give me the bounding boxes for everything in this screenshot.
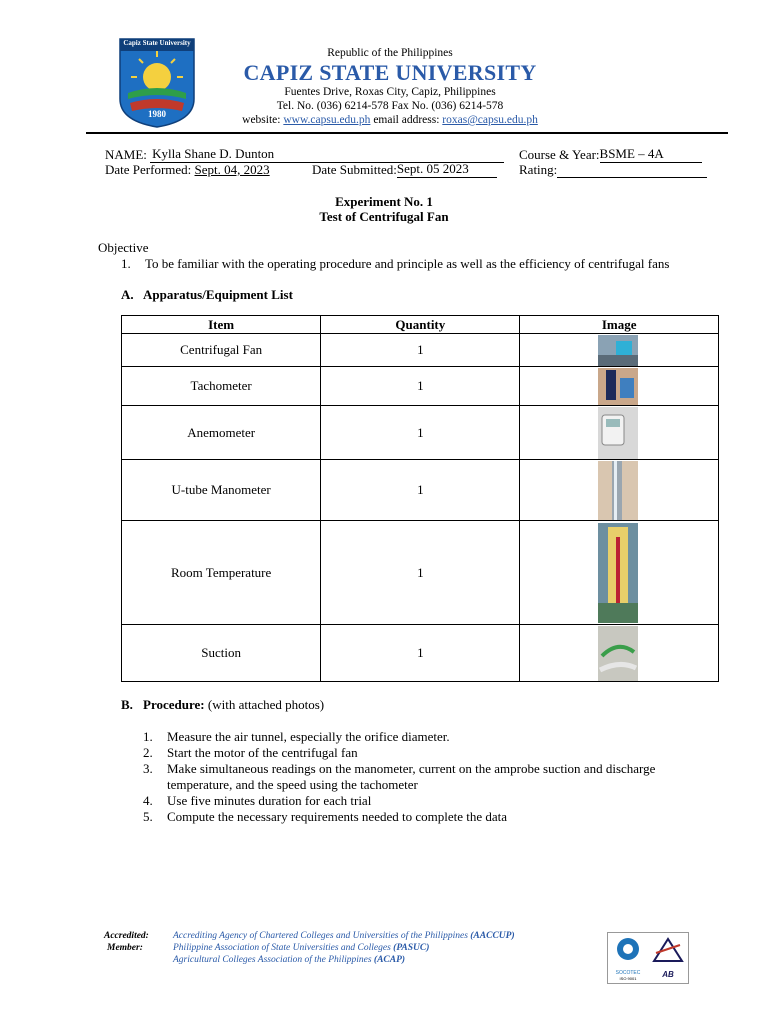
member-label: Member: xyxy=(107,943,143,953)
objective-number: 1. xyxy=(121,256,131,271)
table-row xyxy=(122,367,719,406)
website-label: website: xyxy=(242,114,281,126)
member-line-1 xyxy=(173,943,429,953)
suction-photo xyxy=(598,626,638,681)
socotec-label: SOCOTEC xyxy=(615,970,641,976)
logo-title: Capiz State University xyxy=(123,39,191,47)
list-item xyxy=(143,761,723,793)
image-cell xyxy=(520,521,719,625)
rating-label: Rating: xyxy=(519,162,558,177)
step-text: Use five minutes duration for each trial xyxy=(167,793,372,808)
table-row xyxy=(122,334,719,367)
rating-field xyxy=(519,162,707,178)
date-submitted-label: Date Submitted: xyxy=(312,162,397,177)
accredited-label: Accredited: xyxy=(104,931,149,941)
list-item xyxy=(143,745,723,761)
course-field xyxy=(519,147,702,163)
list-item xyxy=(143,729,723,745)
quantity-cell: 1 xyxy=(321,521,520,625)
course-label: Course & Year: xyxy=(519,147,600,162)
item-cell: U-tube Manometer xyxy=(122,460,321,521)
column-header-item: Item xyxy=(122,316,321,334)
procedure-note: (with attached photos) xyxy=(207,697,325,712)
item-cell: Suction xyxy=(122,625,321,682)
step-text: Compute the necessary requirements needed to complete the data xyxy=(167,809,508,824)
table-row xyxy=(122,521,719,625)
manometer-photo xyxy=(598,461,638,520)
image-cell xyxy=(520,625,719,682)
item-cell: Room Temperature xyxy=(122,521,321,625)
procedure-list xyxy=(143,729,723,825)
item-cell: Tachometer xyxy=(122,367,321,406)
apparatus-title: Apparatus/Equipment List xyxy=(143,287,293,302)
anemometer-photo xyxy=(598,407,638,459)
equipment-table xyxy=(121,315,719,682)
step-text: Measure the air tunnel, especially the orifice diameter. xyxy=(167,729,450,744)
date-performed-label: Date Performed: xyxy=(105,162,192,177)
list-item xyxy=(143,793,723,809)
image-cell xyxy=(520,367,719,406)
image-cell xyxy=(520,334,719,367)
address-line: Fuentes Drive, Roxas City, Capiz, Philippines xyxy=(284,86,496,98)
objective-text: To be familiar with the operating procedure and principle as well as the efficiency of centrifugal fans xyxy=(145,256,670,271)
ab-badge xyxy=(650,935,686,981)
republic-line: Republic of the Philippines xyxy=(327,47,453,59)
accreditor-name: Accrediting Agency of Chartered Colleges and Universities of the Philippines xyxy=(173,931,468,941)
apparatus-letter: A. xyxy=(121,287,134,302)
university-name: CAPIZ STATE UNIVERSITY xyxy=(243,60,537,85)
image-cell xyxy=(520,460,719,521)
member-name-1: Philippine Association of State Universities and Colleges xyxy=(173,943,391,953)
step-text: Start the motor of the centrifugal fan xyxy=(167,745,358,760)
member-name-2: Agricultural Colleges Association of the Philippines xyxy=(173,955,372,965)
step-number: 5. xyxy=(143,809,153,824)
member-line-2 xyxy=(173,955,405,965)
item-cell: Anemometer xyxy=(122,406,321,460)
objective-heading: Objective xyxy=(98,240,149,255)
quantity-cell: 1 xyxy=(321,406,520,460)
step-number: 4. xyxy=(143,793,153,808)
centrifugal-fan-photo xyxy=(598,335,638,366)
table-row xyxy=(122,406,719,460)
date-submitted-value: Sept. 05 2023 xyxy=(396,161,469,176)
member-abbr-2: (ACAP) xyxy=(373,955,406,965)
tachometer-photo xyxy=(598,368,638,405)
quantity-cell: 1 xyxy=(321,334,520,367)
ab-label: AB xyxy=(662,970,674,979)
experiment-number: Experiment No. 1 xyxy=(335,194,433,209)
web-line xyxy=(230,114,550,126)
apparatus-heading xyxy=(121,287,293,303)
member-abbr-1: (PASUC) xyxy=(393,943,430,953)
list-item xyxy=(143,809,723,825)
name-label: NAME: xyxy=(105,147,147,162)
step-number: 3. xyxy=(143,761,153,776)
accreditor-line xyxy=(173,931,515,941)
table-header-row xyxy=(122,316,719,334)
email-link[interactable]: roxas@capsu.edu.ph xyxy=(442,114,538,126)
procedure-letter: B. xyxy=(121,697,133,712)
header-divider xyxy=(86,132,728,134)
item-cell: Centrifugal Fan xyxy=(122,334,321,367)
procedure-heading xyxy=(121,697,324,713)
certification-badges xyxy=(607,932,689,984)
accreditor-abbr: (AACCUP) xyxy=(470,931,515,941)
image-cell xyxy=(520,406,719,460)
email-label: email address: xyxy=(373,114,440,126)
column-header-image: Image xyxy=(520,316,719,334)
date-performed-value: Sept. 04, 2023 xyxy=(194,162,270,177)
course-value: BSME – 4A xyxy=(599,146,664,161)
quantity-cell: 1 xyxy=(321,367,520,406)
iso-label: ISO 9001 xyxy=(619,976,637,981)
name-value: Kylla Shane D. Dunton xyxy=(152,146,275,161)
quantity-cell: 1 xyxy=(321,460,520,521)
experiment-title: Test of Centrifugal Fan xyxy=(319,209,449,224)
step-number: 1. xyxy=(143,729,153,744)
procedure-title: Procedure: xyxy=(143,697,205,712)
date-submitted-field xyxy=(312,162,497,178)
thermometer-photo xyxy=(598,523,638,623)
tel-line: Tel. No. (036) 6214-578 Fax No. (036) 6214-578 xyxy=(276,100,504,112)
step-text: Make simultaneous readings on the manometer, current on the amprobe suction and discharge temperature, and the speed using the tachometer xyxy=(167,761,656,792)
logo-year: 1980 xyxy=(148,109,166,119)
date-performed-field xyxy=(105,162,270,178)
university-logo xyxy=(118,37,196,129)
column-header-quantity: Quantity xyxy=(321,316,520,334)
website-link[interactable]: www.capsu.edu.ph xyxy=(283,114,371,126)
socotec-badge xyxy=(610,935,646,981)
step-number: 2. xyxy=(143,745,153,760)
quantity-cell: 1 xyxy=(321,625,520,682)
table-row xyxy=(122,625,719,682)
table-row xyxy=(122,460,719,521)
objective-item xyxy=(121,256,669,272)
